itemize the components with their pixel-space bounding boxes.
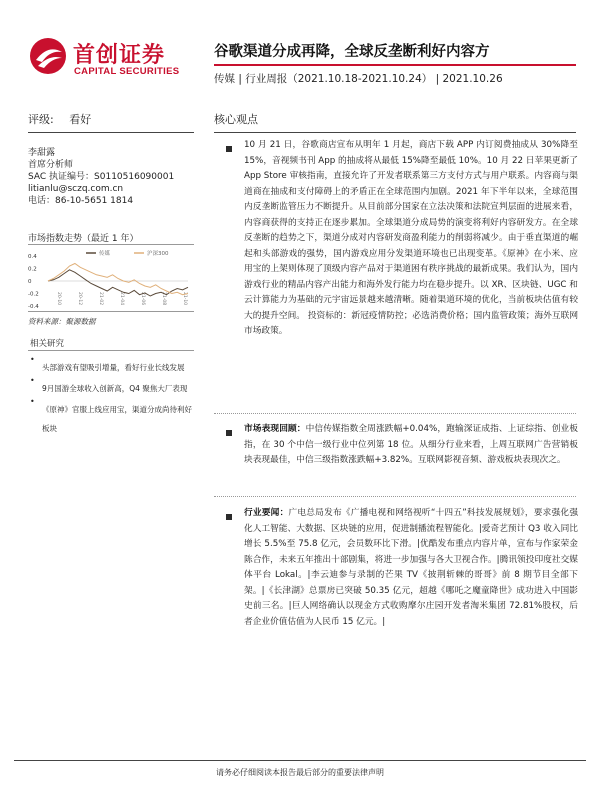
chart-bottom-divider bbox=[28, 311, 194, 312]
analyst-sac: SAC 执证编号：S0110516090001 bbox=[28, 172, 175, 182]
bullet-icon: • bbox=[30, 397, 35, 406]
list-item[interactable] bbox=[28, 397, 194, 435]
x-tick-label: 21-08 bbox=[161, 292, 166, 306]
related-item-2: 9月国游全球收入创新高，Q4 聚焦大厂表现 bbox=[42, 384, 188, 393]
bullet-icon: • bbox=[30, 376, 35, 385]
report-type: 行业周报（2021.10.18-2021.10.24） bbox=[245, 73, 433, 85]
related-list bbox=[28, 355, 194, 435]
y-tick-label: 0.2 bbox=[28, 266, 37, 273]
legend-label-1: 传媒 bbox=[99, 251, 111, 257]
analyst-role: 首席分析师 bbox=[28, 160, 74, 170]
list-item[interactable] bbox=[28, 376, 194, 395]
x-tick-label: 21-10 bbox=[182, 292, 187, 306]
market-review-text: 中信传媒指数全周涨跌幅+0.04%，跑输深证成指、上证综指、创业板指，在 30 个中信一级行业中位列第 18 位。从细分行业来看，上周互联网广告营销板块表现最佳，中信三级指数涨跌幅+3.82%。互联网影视音频、游戏板块表现次之。 bbox=[244, 424, 578, 465]
rating-label: 评级: bbox=[28, 113, 54, 126]
x-tick-label: 20-12 bbox=[77, 292, 82, 306]
related-item-3: 《原神》官服上线应用宝，渠道分成尚待利好板块 bbox=[42, 405, 192, 433]
report-subline bbox=[214, 71, 503, 86]
bullet-icon bbox=[226, 146, 232, 152]
chart-title-divider bbox=[28, 244, 194, 245]
y-tick-label: -0.4 bbox=[28, 304, 39, 310]
y-tick-label: 0 bbox=[28, 279, 32, 285]
rating bbox=[28, 111, 91, 127]
title-divider bbox=[214, 64, 576, 66]
report-date: 2021.10.26 bbox=[442, 73, 503, 85]
legend-label-2: 沪深300 bbox=[147, 251, 169, 257]
related-divider bbox=[28, 350, 194, 351]
analyst-phone: 电话：86-10-5651 1814 bbox=[28, 196, 134, 206]
x-tick-label: 21-02 bbox=[98, 292, 103, 306]
market-review-label: 市场表现回顾： bbox=[244, 424, 306, 434]
x-tick-label: 21-04 bbox=[119, 292, 124, 306]
x-tick-label: 21-06 bbox=[140, 292, 145, 306]
market-index-chart bbox=[28, 248, 194, 312]
related-title: 相关研究 bbox=[30, 339, 65, 349]
analyst-name: 李甜露 bbox=[28, 148, 56, 158]
industry-news-label: 行业要闻： bbox=[244, 508, 289, 518]
logo-mark-icon bbox=[28, 36, 68, 76]
series-line-1 bbox=[48, 270, 188, 296]
x-tick-label: 20-10 bbox=[56, 292, 61, 306]
footer-rule bbox=[14, 760, 586, 761]
core-paragraph-3 bbox=[244, 506, 578, 630]
paragraph-divider bbox=[214, 496, 576, 497]
logo-en-text: CAPITAL SECURITIES bbox=[74, 66, 180, 77]
bullet-icon bbox=[226, 514, 232, 520]
analyst-email[interactable]: litianlu@sczq.com.cn bbox=[28, 184, 124, 194]
bullet-icon bbox=[226, 430, 232, 436]
core-paragraph-1 bbox=[244, 138, 578, 340]
company-logo bbox=[28, 36, 198, 80]
list-item[interactable] bbox=[28, 355, 194, 374]
report-title: 谷歌渠道分成再降，全球反垄断利好内容方 bbox=[214, 44, 490, 60]
industry-news-text: 广电总局发布《广播电视和网络视听“十四五”科技发展规划》，要求强化强化人工智能、大数据、区块链的应用，促进制播流程智能化。|爱奇艺预计 Q3 收入同比增长 5.5%至 75.8 亿元，会员数环比下滑。|优酷发布重点内容片单，宣布与作家荣金陈合作，未来五年推出十部剧集，将进一步加强与各大卫视合作。|腾讯领投印度社交媒体平台 Lokal。|李云迪参与录制的芒果 TV《披荆斩棘的哥哥》前 8 期节目全部下架。|《长津湖》总票房已突破 50.35 亿元，超越《哪吒之魔童降世》成功进入中国影史前三名。|巨人网络确认以现金方式收购摩尔庄园开发者淘米集团 72.81%股权，后者企业价值估值为人民币 15 亿元。| bbox=[244, 508, 579, 627]
chart-source: 资料来源：聚源数据 bbox=[28, 317, 96, 326]
core-p1-text: 10 月 21 日，谷歌商店宣布从明年 1 月起，商店下载 APP 内订阅费抽成从 30%降至 15%，音视频书刊 App 的抽成将从最低 15%降至最低 10%。10 月 22 日苹果更新了 App Store 审核指南，直接允许了开发者联系第三方支付方式与用户联系。内容商与渠道商在抽成和支付障碍上的矛盾正在全球范围内加剧。2021 年下半年以来，全球范围内反垄断监管压力不断提升。从目前部分国家在立法决策和法院宣判层面的进展来看，内容商获得的支持正在逐步累加。全球渠道分成局势的演变将利好内容研发方。在全球反垄断的趋势之下，渠道分成对内容研发商盈利能力的削弱将减少。由于垂直渠道的崛起和头部游戏的强势，国内游戏应用分发渠道环境也已出现变革。《原神》在小米、应用宝的上架则体现了顶级内容产品对于渠道困有秩序挑战的最新成果。我们认为，国内游戏行业的精品内容产出能力和海外发行能力均在稳步提升。以 XR、区块链、UGC 和云计算能力为基础的元宇宙远景越来越清晰。随着渠道环境的优化，当前板块估值有较大的提升空间。 bbox=[244, 140, 578, 321]
bullet-icon: • bbox=[30, 355, 35, 364]
separator-1: | bbox=[238, 73, 246, 85]
paragraph-divider bbox=[214, 413, 576, 414]
separator-2: | bbox=[435, 73, 443, 85]
industry-label: 传媒 bbox=[214, 73, 235, 85]
chart-title: 市场指数走势（最近 1 年） bbox=[28, 234, 139, 244]
logo-cn-text: 首创证券 bbox=[73, 43, 166, 68]
core-divider bbox=[214, 132, 576, 133]
core-paragraph-2 bbox=[244, 422, 578, 469]
core-title: 核心观点 bbox=[214, 113, 258, 126]
analyst-block bbox=[28, 147, 198, 207]
rating-divider bbox=[28, 132, 194, 133]
core-p1-tail: 投资标的：新冠疫情防控；必选消费价格；国内监管政策；海外互联网市场政策。 bbox=[244, 310, 579, 336]
rating-value: 看好 bbox=[69, 113, 92, 126]
y-tick-label: 0.4 bbox=[28, 254, 37, 260]
y-tick-label: -0.2 bbox=[28, 291, 39, 298]
related-item-1: 头部游戏有望吸引增量，看好行业长线发展 bbox=[42, 363, 185, 372]
footer-disclaimer: 请务必仔细阅读本报告最后部分的重要法律声明 bbox=[216, 768, 384, 777]
